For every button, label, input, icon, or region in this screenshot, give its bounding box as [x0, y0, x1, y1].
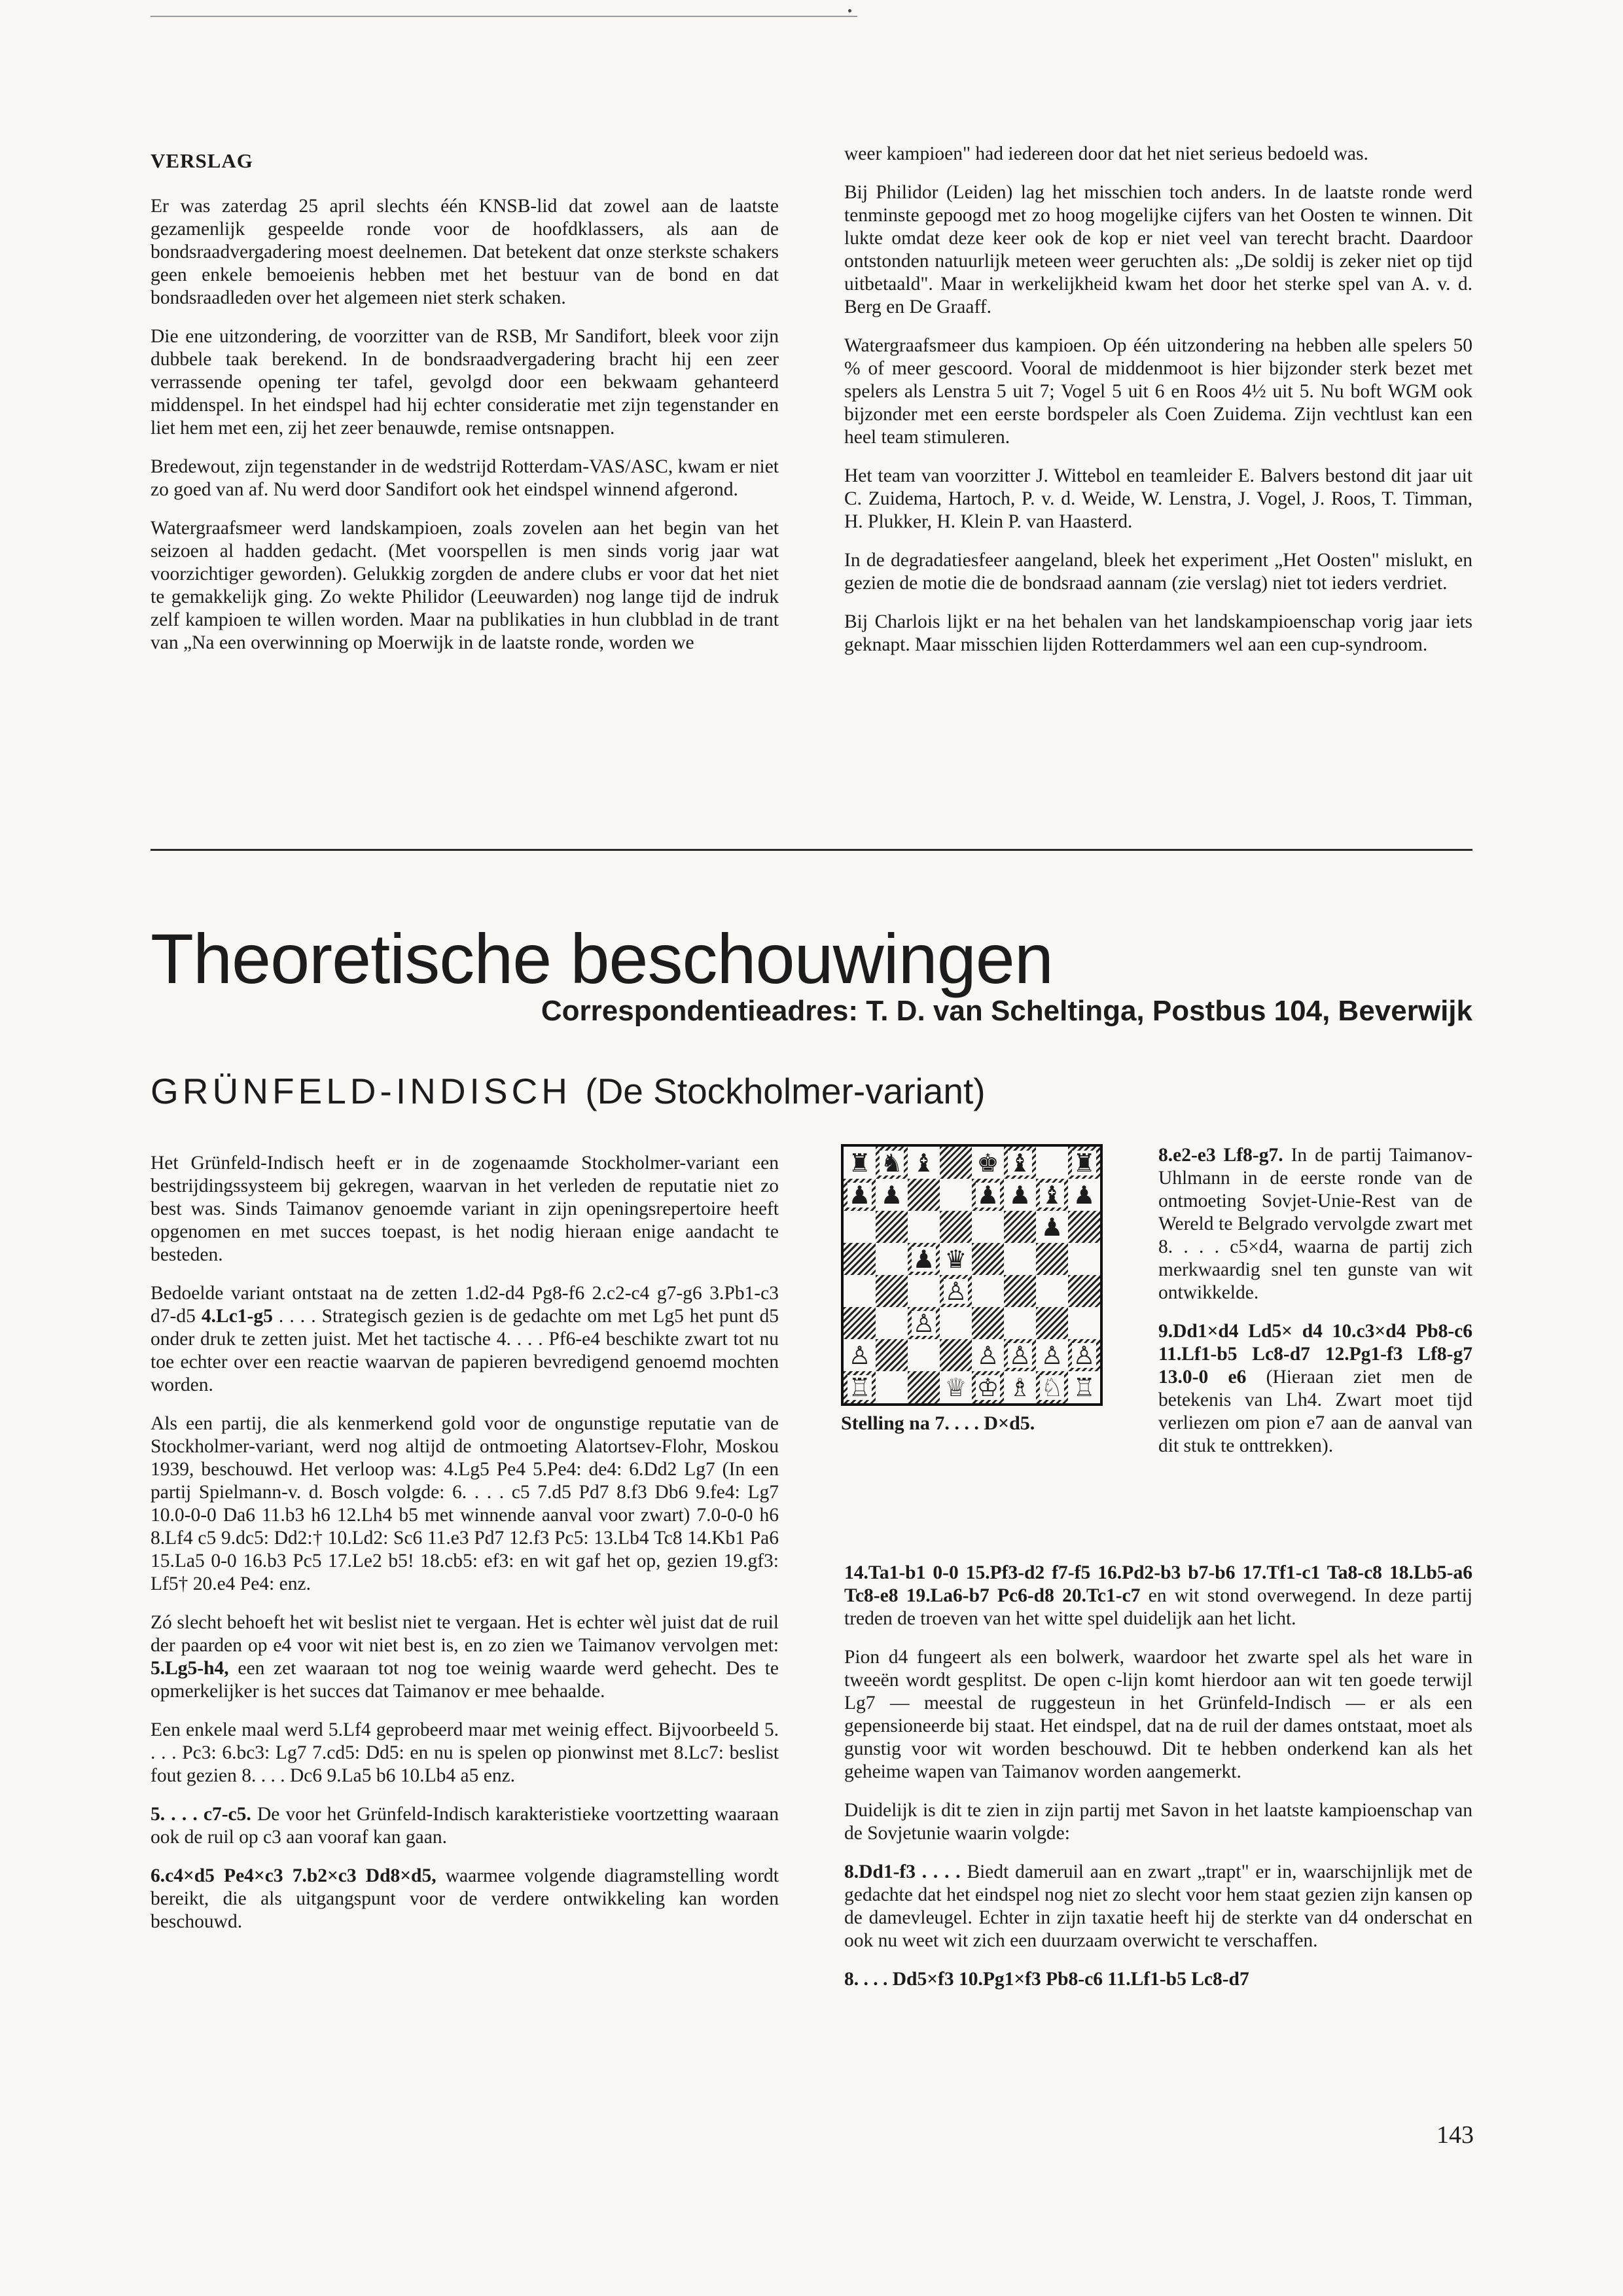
chess-piece-icon: ♔ [976, 1372, 999, 1402]
chess-piece-square [876, 1147, 908, 1179]
verslag-paragraph: Watergraafsmeer werd landskampioen, zoals zovelen aan het begin van het seizoen al hadden gedacht. (Met voorspellen is men sinds vorig jaar wat voorzichtiger geworden). Gelukkig zorgden de andere clubs er voor dat het niet te gemakkelijk ging. Zo wekte Philidor (Leeuwarden) nog lange tijd de indruk zelf kampioen te willen worden. Maar na publikaties in hun clubblad in de trant van „Na een overwinning op Moerwijk in de laatste ronde, worden we [151, 518, 779, 653]
verslag-paragraph: weer kampioen" had iedereen door dat het niet serieus bedoeld was. [844, 143, 1368, 164]
chess-piece-square [876, 1179, 908, 1211]
chess-piece-icon: ♝ [912, 1148, 935, 1177]
text-run: In de partij Taimanov-Uhlmann in de eerste ronde van de ontmoeting Sovjet-Unie-Rest van de Wereld te Belgrado vervolgde zwart met 8. . . . c5×d4, waarna de partij zich merkwaardig snel ten gunste van wit ontwikkelde. [1158, 1145, 1472, 1303]
chess-square [1036, 1147, 1068, 1179]
section-heading-main: GRÜNFELD-INDISCH [151, 1071, 571, 1111]
chess-square [1068, 1243, 1100, 1275]
chess-piece-icon: ♙ [1073, 1340, 1096, 1370]
verslag-paragraph: Bij Philidor (Leiden) lag het misschien toch anders. In de laatste ronde werd tenminste gepoogd met zo hoog mogelijke cijfers van het Oosten te winnen. Dit lukte omdat deze keer ook de kop er niet veel van terecht bracht. Daardoor ontstonden natuurlijk meteen weer geruchten als: „De soldij is zeker niet op tijd uitbetaald". Maar in werkelijkheid kwam het door het sterke spel van A. v. d. Berg en De Graaff. [844, 182, 1472, 317]
chess-square [1068, 1275, 1100, 1307]
theory-paragraph: Duidelijk is dit te zien in zijn partij met Savon in het laatste kampioenschap van de Sovjetunie waarin volgde: [844, 1800, 1472, 1844]
chess-diagram [841, 1144, 1103, 1435]
chess-move: 8.Dd1-f3 . . . . [844, 1861, 961, 1882]
verslag-heading: VERSLAG [151, 149, 253, 172]
text-run: Biedt dameruil aan en zwart „trapt" er in, waarschijnlijk met de gedachte dat het eindspel nog niet zo slecht voor hem staat gezien zijn kansen op de damevleugel. Echter in zijn taxatie heeft hij de sterkte van d4 onderschat en ook nu weet wit zich een duurzaam overwicht te verschaffen. [844, 1861, 1473, 1951]
chess-square [1036, 1307, 1068, 1339]
chess-square [908, 1275, 940, 1307]
chess-piece-icon: ♟ [880, 1180, 903, 1210]
chess-piece-square [972, 1339, 1004, 1371]
chess-move: 8.e2-e3 Lf8-g7. [1158, 1145, 1283, 1166]
chess-square [876, 1339, 908, 1371]
chess-piece-square [908, 1147, 940, 1179]
verslag-paragraph: In de degradatiesfeer aangeland, bleek het experiment „Het Oosten" mislukt, en gezien de motie die de bondsraad aannam (zie verslag) niet tot ieders verdriet. [844, 550, 1472, 594]
chess-square [876, 1371, 908, 1403]
verslag-paragraph: Bij Charlois lijkt er na het behalen van het landskampioenschap vorig jaar iets geknapt. Maar misschien lijden Rotterdammers wel aan een cup-syndroom. [844, 611, 1472, 655]
chess-piece-square [1036, 1211, 1068, 1243]
chess-piece-icon: ♙ [912, 1308, 935, 1338]
theory-paragraph [151, 1803, 779, 1849]
chess-piece-square [972, 1371, 1004, 1403]
chess-piece-icon: ♟ [976, 1180, 999, 1210]
chess-square [972, 1211, 1004, 1243]
verslag-paragraph: Die ene uitzondering, de voorzitter van de RSB, Mr Sandifort, bleek voor zijn dubbele taak berekend. In de bondsraadvergadering bracht hij een zeer verrassende opening ter tafel, gevolgd door een bekwaam gehanteerd middenspel. In het eindspel had hij echter consideratie met zijn tegenstander en liet hem met een, zij het zeer benauwde, remise ontsnappen. [151, 326, 779, 439]
chess-piece-icon: ♕ [944, 1372, 967, 1402]
verslag-paragraph: Het team van voorzitter J. Wittebol en teamleider E. Balvers bestond dit jaar uit C. Zuidema, Hartoch, P. v. d. Weide, W. Lenstra, J. Vogel, J. Roos, T. Timman, H. Plukker, H. Klein P. van Haasterd. [844, 465, 1472, 532]
chess-piece-icon: ♝ [1008, 1148, 1031, 1177]
chess-piece-icon: ♙ [976, 1340, 999, 1370]
text-run: Bedoelde variant ontstaat na de zetten 1.d2-d4 Pg8-f6 2.c2-c4 g7-g6 3.Pb1-c3 d7-d5 [151, 1283, 779, 1327]
theory-left-column [151, 1152, 779, 1949]
chess-square [1004, 1307, 1036, 1339]
text-run: De voor het Grünfeld-Indisch karakteristieke voortzetting waaraan ook de ruil op c3 aan vooraf kan gaan. [151, 1804, 779, 1848]
chess-square [876, 1243, 908, 1275]
chess-piece-square [1036, 1339, 1068, 1371]
verslag-paragraph: Bredewout, zijn tegenstander in de wedstrijd Rotterdam-VAS/ASC, kwam er niet zo goed van af. Nu werd door Sandifort ook het eindspel winnend afgerond. [151, 456, 779, 500]
chess-piece-icon: ♚ [976, 1148, 999, 1177]
chess-piece-icon: ♛ [944, 1244, 967, 1274]
section-heading [151, 1070, 986, 1112]
chess-piece-icon: ♖ [848, 1372, 871, 1402]
chess-piece-square [844, 1147, 876, 1179]
chess-square [908, 1211, 940, 1243]
chess-piece-icon: ♙ [1008, 1340, 1031, 1370]
chess-square [940, 1211, 972, 1243]
verslag-right-column [844, 143, 1472, 672]
theory-paragraph [844, 1562, 1472, 1630]
chess-square [876, 1211, 908, 1243]
correspondence-address: Correspondentieadres: T. D. van Scheltinga, Postbus 104, Beverwijk [541, 995, 1472, 1027]
chess-square [844, 1211, 876, 1243]
chess-move: 8. . . . Dd5×f3 10.Pg1×f3 Pb8-c6 11.Lf1-b5 Lc8-d7 [844, 1969, 1249, 1990]
chess-square [940, 1339, 972, 1371]
theory-paragraph [151, 1611, 779, 1703]
theory-right-top-column [1158, 1144, 1472, 1473]
article-title: Theoretische beschouwingen [151, 919, 1053, 998]
chess-square [844, 1275, 876, 1307]
chess-move: 5. . . . c7-c5. [151, 1804, 251, 1825]
chess-piece-square [1068, 1339, 1100, 1371]
theory-paragraph: Het Grünfeld-Indisch heeft er in de zogenaamde Stockholmer-variant een bestrijdingssysteem bij gekregen, waarvan in het verleden de reputatie niet zo best was. Sinds Taimanov genoemde variant in zijn openingsrepertoire heeft opgenomen en met succes toepast, is het nodig hieraan enige aandacht te besteden. [151, 1153, 779, 1265]
chess-move: 6.c4×d5 Pe4×c3 7.b2×c3 Dd8×d5, [151, 1865, 437, 1886]
chess-square [972, 1243, 1004, 1275]
chess-piece-square [940, 1243, 972, 1275]
chess-piece-square [1068, 1371, 1100, 1403]
chess-piece-square [940, 1275, 972, 1307]
section-heading-sub: (De Stockholmer-variant) [585, 1071, 986, 1111]
theory-paragraph [844, 1861, 1472, 1952]
theory-paragraph: Als een partij, die als kenmerkend gold voor de ongunstige reputatie van de Stockholmer-variant, werd nog altijd de ontmoeting Alatortsev-Flohr, Moskou 1939, beschouwd. Het verloop was: 4.Lg5 Pe4 5.Pe4: de4: 6.Dd2 Lg7 (In een partij Spielmann-v. d. Bosch volgde: 6. . . . c5 7.d5 Pd7 8.f3 Db6 9.fe4: Lg7 10.0-0-0 Da6 11.b3 h6 12.Lh4 b5 met winnende aanval voor zwart) 7.0-0-0 h6 8.Lf4 c5 9.dc5: Dd2:† 10.Ld2: Sc6 11.e3 Pd7 12.f3 Pc5: 13.Lb4 Tc8 14.Kb1 Pa6 15.La5 0-0 16.b3 Pc5 17.Le2 b5! 18.cb5: ef3: en wit gaf het op, gezien 19.gf3: Lf5† 20.e4 Pe4: enz. [151, 1413, 779, 1594]
chess-piece-icon: ♟ [848, 1180, 871, 1210]
theory-paragraph [1158, 1320, 1472, 1458]
chess-piece-icon: ♟ [1008, 1180, 1031, 1210]
section-divider [151, 849, 1472, 851]
chess-piece-icon: ♟ [1073, 1180, 1096, 1210]
chess-square [1068, 1211, 1100, 1243]
chess-piece-square [1036, 1371, 1068, 1403]
chess-square [876, 1307, 908, 1339]
chess-square [908, 1339, 940, 1371]
chess-piece-square [844, 1339, 876, 1371]
theory-right-bottom-column [844, 1562, 1472, 2007]
chess-piece-square [1004, 1179, 1036, 1211]
chess-piece-icon: ♙ [848, 1340, 871, 1370]
chess-piece-square [908, 1307, 940, 1339]
chess-piece-square [844, 1371, 876, 1403]
chess-move: 9.Dd1×d4 Ld5× d4 10.c3×d4 Pb8-c6 11.Lf1-b5 Lc8-d7 12.Pg1-f3 Lf8-g7 13.0-0 e6 [1158, 1321, 1472, 1388]
chess-piece-square [972, 1179, 1004, 1211]
chess-piece-icon: ♜ [848, 1148, 871, 1177]
chess-piece-icon: ♘ [1041, 1372, 1063, 1402]
chess-board [841, 1144, 1103, 1406]
chess-piece-square [1004, 1339, 1036, 1371]
chess-piece-icon: ♜ [1073, 1148, 1096, 1177]
chess-piece-icon: ♞ [880, 1148, 903, 1177]
chess-piece-square [1036, 1179, 1068, 1211]
chess-piece-square [1004, 1371, 1036, 1403]
chess-square [908, 1179, 940, 1211]
theory-paragraph: Pion d4 fungeert als een bolwerk, waardoor het zwarte spel als het ware in tweeën wordt gesplitst. De open c-lijn komt hierdoor aan wit ten goede terwijl Lg7 — meestal de ruggesteun in het Grünfeld-Indisch — er als een gepensioneerde bij staat. Het eindspel, dat na de ruil der dames ontstaat, moet als gunstig voor wit worden beschouwd. Dit te hebben onderkend kan als het geheime wapen van Taimanov worden aangemerkt. [844, 1647, 1472, 1782]
theory-paragraph: Een enkele maal werd 5.Lf4 geprobeerd maar met weinig effect. Bijvoorbeeld 5. . . . Pc3: 6.bc3: Lg7 7.cd5: Dd5: en nu is spelen op pionwinst met 8.Lc7: beslist fout gezien 8. . . . Dc6 9.La5 b6 10.Lb4 a5 enz. [151, 1719, 779, 1786]
chess-piece-square [1068, 1179, 1100, 1211]
verslag-paragraph: Er was zaterdag 25 april slechts één KNSB-lid dat zowel aan de laatste gezamenlijk gespeelde ronde voor de hoofdklassers, als aan de bondsraadvergadering moest deelnemen. Dat betekent dat onze sterkste schakers geen enkele bemoeienis hebben met het bestuur van de bond en dat bondsraadleden over het algemeen niet sterk schaken. [151, 196, 779, 308]
chess-piece-square [1068, 1147, 1100, 1179]
theory-paragraph [151, 1865, 779, 1933]
chess-square [972, 1307, 1004, 1339]
chess-square [876, 1275, 908, 1307]
chess-square [1036, 1275, 1068, 1307]
text-run: en wit stond overwegend. In deze partij treden de troeven van het witte spel duidelijk aan het licht. [844, 1585, 1472, 1629]
chess-move: 4.Lc1-g5 [201, 1306, 273, 1327]
theory-paragraph [1158, 1144, 1472, 1304]
chess-piece-icon: ♝ [1041, 1180, 1063, 1210]
verslag-paragraph: Watergraafsmeer dus kampioen. Op één uitzondering na hebben alle spelers 50 % of meer gescoord. Vooral de middenmoot is hier bijzonder sterk bezet met spelers als Lenstra 5 uit 7; Vogel 5 uit 6 en Roos 4½ uit 5. Nu boft WGM ook bijzonder met een eerste bordspeler als Coen Zuidema. Zijn vechtlust kan een heel team stimuleren. [844, 335, 1472, 448]
chess-piece-square [940, 1371, 972, 1403]
page-number: 143 [1436, 2121, 1474, 2149]
chess-piece-icon: ♟ [1041, 1212, 1063, 1242]
chess-piece-icon: ♖ [1073, 1372, 1096, 1402]
chess-piece-square [972, 1147, 1004, 1179]
chess-move: 5.Lg5-h4, [151, 1658, 229, 1679]
chess-square [940, 1307, 972, 1339]
text-run: Zó slecht behoeft het wit beslist niet te vergaan. Het is echter wèl juist dat de ruil der paarden op e4 voor wit niet best is, en zo zien we Taimanov vervolgen met: [151, 1612, 779, 1656]
text-run: . . . . Strategisch gezien is de gedachte om met Lg5 het punt d5 onder druk te zetten juist. Met het tactische 4. . . . Pf6-e4 beschikte zwart tot nu toe echter over een reactie waarvan de papieren bevredigend genoemd mochten worden. [151, 1306, 779, 1395]
chess-square [1004, 1275, 1036, 1307]
chess-square [972, 1275, 1004, 1307]
chess-piece-square [908, 1243, 940, 1275]
chess-piece-icon: ♙ [1041, 1340, 1063, 1370]
chess-square [1004, 1211, 1036, 1243]
chess-piece-square [1004, 1147, 1036, 1179]
chess-square [844, 1243, 876, 1275]
chess-move: 14.Ta1-b1 0-0 15.Pf3-d2 f7-f5 16.Pd2-b3 b7-b6 17.Tf1-c1 Ta8-c8 18.Lb5-a6 Tc8-e8 19.La6-b7 Pc6-d8 20.Tc1-c7 [844, 1562, 1472, 1606]
chess-piece-icon: ♙ [944, 1276, 967, 1306]
verslag-left-column [151, 149, 779, 670]
chess-square [940, 1147, 972, 1179]
chess-piece-icon: ♗ [1008, 1372, 1031, 1402]
chess-square [1036, 1243, 1068, 1275]
chess-piece-square [844, 1179, 876, 1211]
chess-square [1068, 1307, 1100, 1339]
text-run: (Hieraan ziet men de betekenis van Lh4. Zwart moet tijd verliezen om pion e7 aan de aanval van dit stuk te onttrekken). [1158, 1367, 1472, 1456]
diagram-caption: Stelling na 7. . . . D×d5. [841, 1412, 1035, 1434]
theory-paragraph [844, 1968, 1472, 1991]
text-run: waarmee volgende diagramstelling wordt bereikt, die als uitgangspunt voor de verdere ontwikkeling kan worden beschouwd. [151, 1865, 779, 1932]
chess-square [844, 1307, 876, 1339]
chess-square [1004, 1243, 1036, 1275]
theory-paragraph [151, 1282, 779, 1397]
chess-square [940, 1179, 972, 1211]
top-mark [848, 9, 851, 12]
chess-piece-icon: ♟ [912, 1244, 935, 1274]
top-rule [151, 16, 857, 17]
text-run: een zet waaraan tot nog toe weinig waarde werd gehecht. Des te opmerkelijker is het succes dat Taimanov er mee behaalde. [151, 1658, 779, 1702]
chess-square [908, 1371, 940, 1403]
